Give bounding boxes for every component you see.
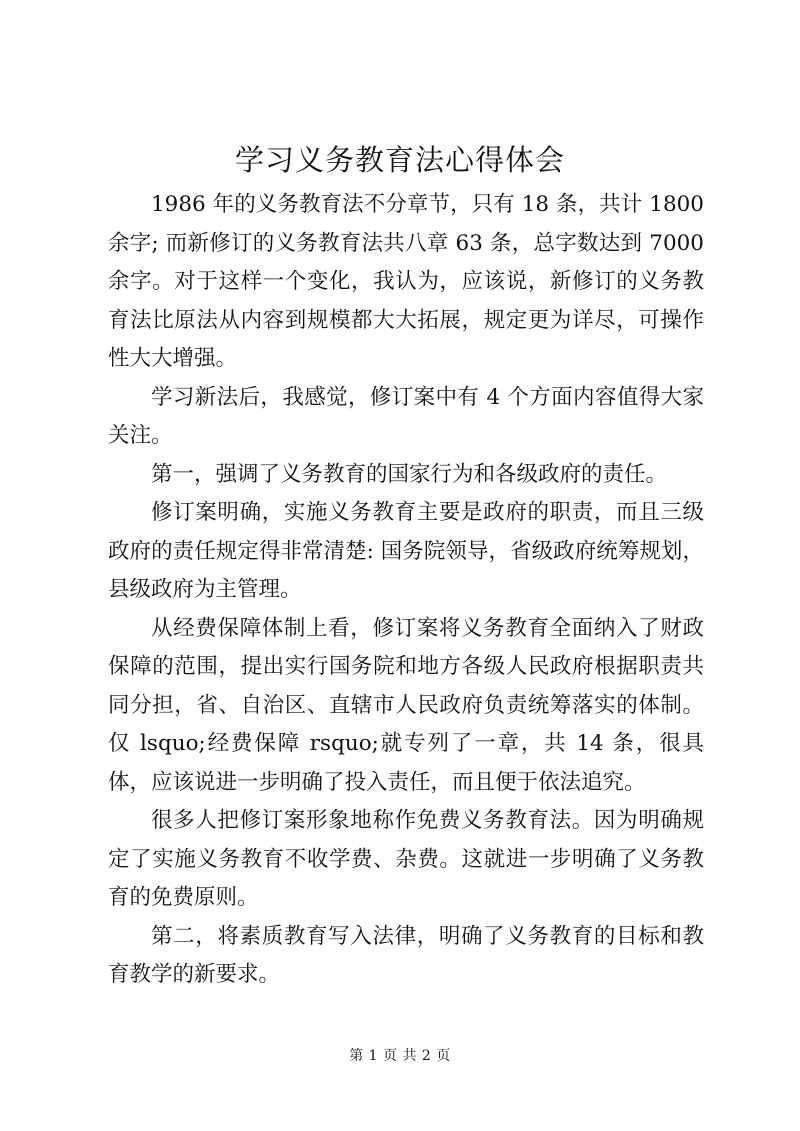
paragraph-4: 修订案明确，实施义务教育主要是政府的职责，而且三级政府的责任规定得非常清楚: 国务院领导，省级政府统筹规划，县级政府为主管理。 <box>108 500 704 602</box>
paragraph-7: 第二，将素质教育写入法律，明确了义务教育的目标和教育教学的新要求。 <box>108 923 704 987</box>
document-body <box>108 186 704 995</box>
paragraph-1: 1986 年的义务教育法不分章节，只有 18 条，共计 1800 余字; 而新修订的义务教育法共八章 63 条，总字数达到 7000 余字。对于这样一个变化，我认为，应该说，新修订的义务教育法比原法从内容到规模都大大拓展，规定更为详尽，可操作性大大增强。 <box>108 192 704 371</box>
paragraph-3: 第一，强调了义务教育的国家行为和各级政府的责任。 <box>151 461 668 487</box>
paragraph-6: 很多人把修订案形象地称作免费义务教育法。因为明确规定了实施义务教育不收学费、杂费。这就进一步明确了义务教育的免费原则。 <box>108 808 704 910</box>
paragraph-2: 学习新法后，我感觉，修订案中有 4 个方面内容值得大家关注。 <box>108 384 704 448</box>
paragraph-5: 从经费保障体制上看，修订案将义务教育全面纳入了财政保障的范围，提出实行国务院和地方各级人民政府根据职责共同分担，省、自治区、直辖市人民政府负责统筹落实的体制。仅 lsquo;经费保障 rsquo;就专列了一章，共 14 条，很具体，应该说进一步明确了投入责任，而且便于依法追究。 <box>108 615 704 795</box>
document-title: 学习义务教育法心得体会 <box>234 143 565 177</box>
page-footer: 第 1 页 共 2 页 <box>349 1048 451 1064</box>
